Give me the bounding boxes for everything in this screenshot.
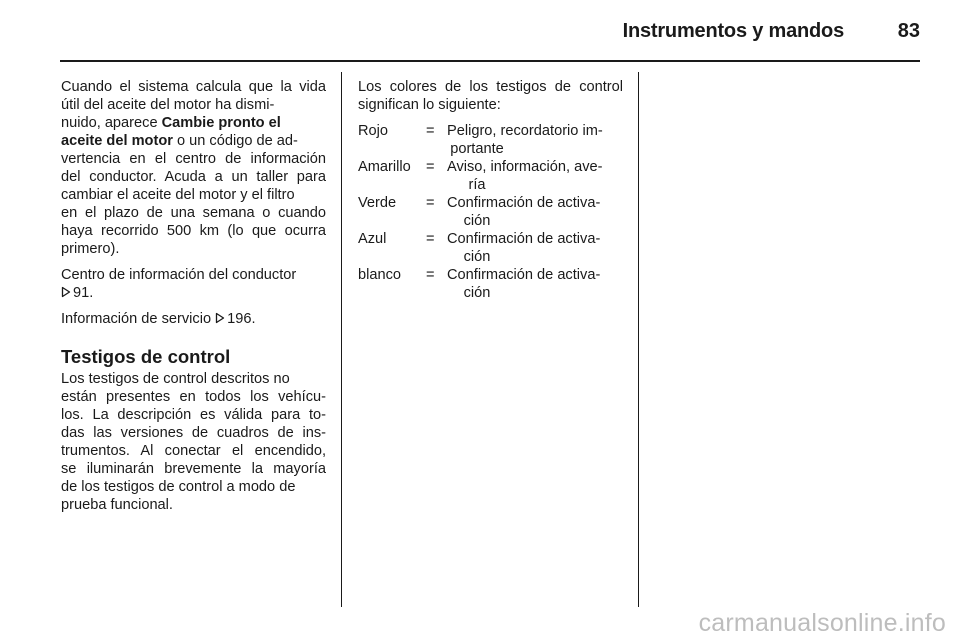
text-line[interactable] bbox=[61, 284, 326, 302]
text-line: portante bbox=[450, 141, 504, 157]
arrow-reference-icon bbox=[215, 312, 225, 324]
color-name: Verde bbox=[358, 195, 397, 211]
warning-lights-paragraph bbox=[61, 370, 326, 514]
text-line bbox=[61, 132, 326, 150]
text-line: Cuando el sistema calcula que la vida bbox=[61, 79, 326, 95]
color-meaning bbox=[447, 230, 623, 266]
text-line: ción bbox=[463, 249, 491, 265]
table-row bbox=[358, 122, 623, 158]
section-heading: Testigos de control bbox=[61, 346, 231, 367]
text-line: trumentos. Al conectar el encendido, bbox=[61, 443, 326, 459]
page-reference[interactable]: 196. bbox=[227, 311, 256, 327]
colors-intro bbox=[358, 78, 623, 114]
page-reference[interactable]: 91. bbox=[73, 285, 94, 301]
text-line: Los colores de los testigos de control bbox=[358, 79, 623, 95]
text-line: vertencia en el centro de información bbox=[61, 151, 326, 167]
oil-life-paragraph bbox=[61, 78, 326, 258]
text-line[interactable] bbox=[61, 310, 326, 328]
column-divider-2 bbox=[638, 72, 639, 607]
color-meaning bbox=[447, 266, 623, 302]
text-line: Peligro, recordatorio im- bbox=[447, 123, 603, 139]
driver-info-reference bbox=[61, 266, 326, 302]
header-divider bbox=[60, 60, 920, 62]
text-line: Los testigos de control descritos no bbox=[61, 371, 290, 387]
message-bold: aceite del motor bbox=[61, 133, 173, 149]
text-line: Confirmación de activa- bbox=[447, 231, 601, 247]
column-left bbox=[61, 78, 326, 522]
text-line: del conductor. Acuda a un taller para bbox=[61, 169, 326, 185]
section-title: Instrumentos y mandos bbox=[622, 20, 844, 42]
text-line: haya recorrido 500 km (lo que ocurra bbox=[61, 223, 326, 239]
color-meaning bbox=[447, 122, 623, 158]
text-line: de los testigos de control a modo de bbox=[61, 479, 296, 495]
color-name: blanco bbox=[358, 267, 402, 283]
text-line: Aviso, información, ave- bbox=[447, 159, 603, 175]
text-line bbox=[61, 114, 326, 132]
page-header bbox=[60, 18, 920, 48]
text-line: se iluminarán brevemente la mayoría bbox=[61, 461, 326, 477]
color-name: Amarillo bbox=[358, 159, 411, 175]
text-line: primero). bbox=[61, 241, 120, 257]
watermark: carmanualsonline.info bbox=[698, 609, 946, 637]
equals-sign: = bbox=[426, 159, 435, 175]
text-line: están presentes en todos los vehícu- bbox=[61, 389, 326, 405]
message-bold: Cambie pronto el bbox=[161, 115, 281, 131]
equals-sign: = bbox=[426, 123, 435, 139]
text-line: ción bbox=[463, 213, 491, 229]
column-middle bbox=[358, 78, 623, 302]
table-row bbox=[358, 194, 623, 230]
color-name: Azul bbox=[358, 231, 387, 247]
text-segment: Información de servicio bbox=[61, 311, 212, 327]
arrow-reference-icon bbox=[61, 286, 71, 298]
color-meaning bbox=[447, 158, 623, 194]
column-divider-1 bbox=[341, 72, 342, 607]
equals-sign: = bbox=[426, 195, 435, 211]
equals-sign: = bbox=[426, 231, 435, 247]
page-number: 83 bbox=[897, 20, 920, 42]
text-line: Confirmación de activa- bbox=[447, 267, 601, 283]
color-meaning-table bbox=[358, 122, 623, 302]
text-line: das las versiones de cuadros de ins- bbox=[61, 425, 326, 441]
text-line: ción bbox=[463, 285, 491, 301]
text-segment: o un código de ad- bbox=[172, 133, 298, 149]
color-meaning bbox=[447, 194, 623, 230]
equals-sign: = bbox=[426, 267, 435, 283]
table-row bbox=[358, 158, 623, 194]
color-name: Rojo bbox=[358, 123, 389, 139]
text-line: Centro de información del conductor bbox=[61, 267, 297, 283]
text-line: Confirmación de activa- bbox=[447, 195, 601, 211]
table-row bbox=[358, 266, 623, 302]
service-info-reference bbox=[61, 310, 326, 328]
text-segment: nuido, aparece bbox=[61, 115, 162, 131]
text-line: en el plazo de una semana o cuando bbox=[61, 205, 326, 221]
table-row bbox=[358, 230, 623, 266]
text-line: prueba funcional. bbox=[61, 497, 173, 513]
text-line: significan lo siguiente: bbox=[358, 97, 501, 113]
text-line: los. La descripción es válida para to- bbox=[61, 407, 326, 423]
text-line: ría bbox=[468, 177, 486, 193]
text-line: útil del aceite del motor ha dismi- bbox=[61, 97, 275, 113]
text-line: cambiar el aceite del motor y el filtro bbox=[61, 187, 295, 203]
